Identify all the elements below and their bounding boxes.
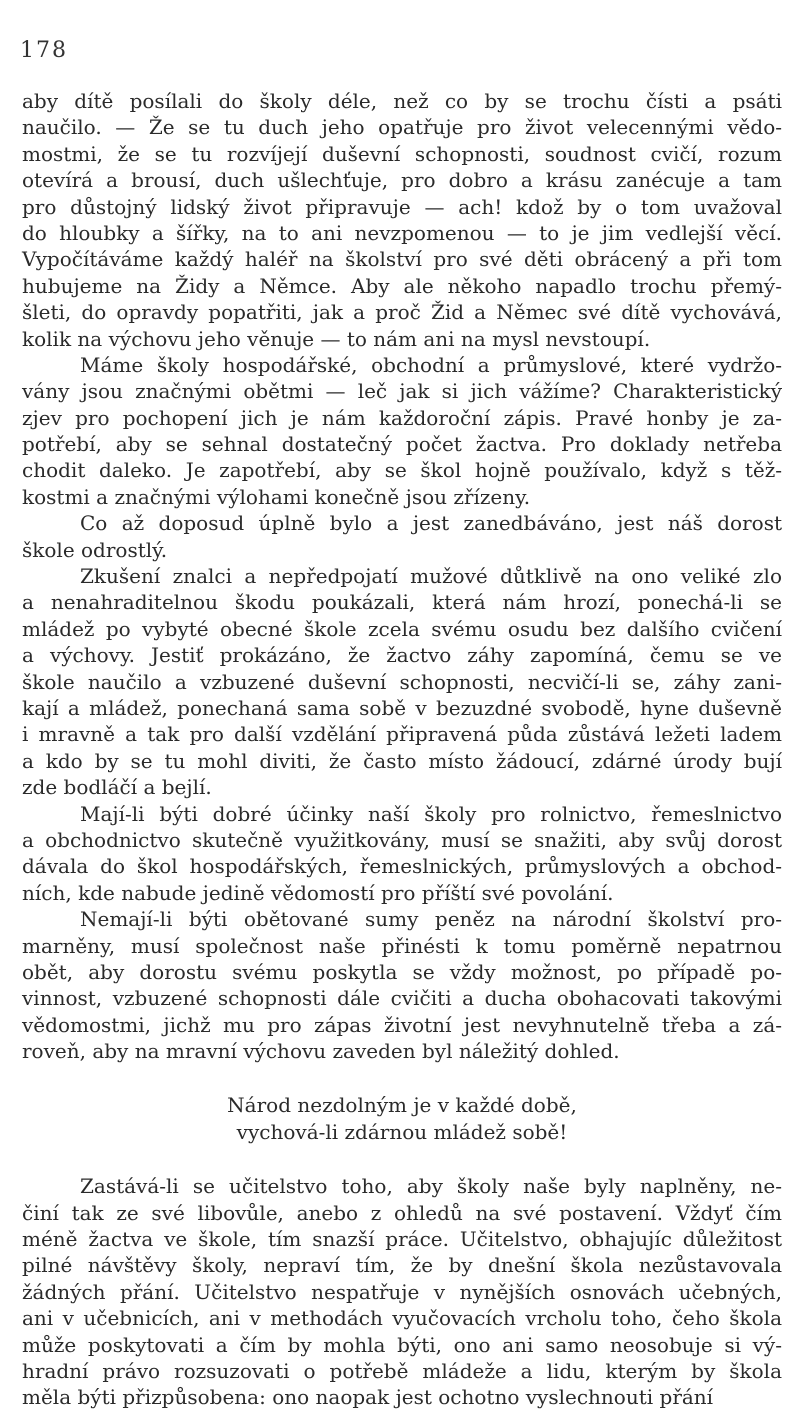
text-line: vány jsou značnými obětmi — leč jak si jich vážíme? Charakteristický (22, 379, 782, 404)
text-line: škole naučilo a vzbuzené duševní schopnosti, necvičí-li se, záhy zani- (22, 669, 782, 694)
text-line: Co až doposud úplně bylo a jest zanedbáváno, jest náš dorost (80, 511, 782, 536)
text-line: škole odrostlý. (22, 537, 168, 562)
text-line: pilné návštěvy školy, nepraví tím, že by dnešní škola nezůstavovala (22, 1253, 782, 1278)
verse-line: Národ nezdolným je v každé době, (227, 1093, 577, 1118)
text-line: vědomostmi, jichž mu pro zápas životní jest nevyhnutelně třeba a zá- (22, 1012, 782, 1037)
text-line: kají a mládež, ponechaná sama sobě v bezuzdné svobodě, hyne duševně (22, 695, 782, 720)
body-paragraphs (22, 88, 782, 1064)
text-line: marněny, musí společnost naše přinésti k tomu poměrně nepatrnou (22, 933, 782, 958)
text-line: hubujeme na Židy a Němce. Aby ale někoho napadlo trochu přemý- (22, 273, 782, 298)
paragraph (22, 801, 782, 907)
section-gap (22, 1064, 782, 1092)
text-line: aby dítě posílali do školy déle, než co by se trochu čísti a psáti (22, 89, 782, 113)
text-line: hradní právo rozsuzovati o potřebě mládeže a lidu, kterým by škola (22, 1358, 782, 1383)
text-line: pro důstojný lidský život připravuje — ach! kdož by o tom uvažoval (22, 194, 782, 219)
text-line: zjev pro pochopení jich je nám každoroční zápis. Pravé honby je za- (22, 405, 782, 430)
paragraph (22, 906, 782, 1064)
text-line: zde bodláčí a bejlí. (22, 775, 212, 800)
page-text (22, 88, 782, 1411)
text-line: vinnost, vzbuzené schopnosti dále cvičiti a ducha obohacovati takovými (22, 986, 782, 1011)
text-line: měla býti přizpůsobena: ono naopak jest ochotno vyslechnouti přání (22, 1385, 714, 1410)
paragraph (22, 352, 782, 510)
text-line: kolik na výchovu jeho věnuje — to nám ani na mysl nevstoupí. (22, 326, 651, 351)
paragraph (22, 510, 782, 563)
text-line: Vypočítáváme každý haléř na školství pro své děti obrácený a při tom (22, 247, 782, 272)
text-line: Mají-li býti dobré účinky naší školy pro rolnictvo, řemeslnictvo (80, 801, 782, 826)
text-line: i mravně a tak pro další vzdělání připravená půda zůstává ležeti ladem (22, 722, 782, 747)
text-line: méně žactva ve škole, tím snazší práce. Učitelstvo, obhajujíc důležitost (22, 1227, 782, 1252)
text-line: naučilo. — Že se tu duch jeho opatřuje pro život velecennými vědo- (22, 115, 782, 140)
text-line: mostmi, že se tu rozvíjejí duševní schopnosti, soudnost cvičí, rozum (22, 141, 782, 166)
text-line: ních, kde nabude jedině vědomostí pro příští své povolání. (22, 880, 614, 905)
paragraph (22, 563, 782, 801)
text-line: dávala do škol hospodářských, řemeslnických, průmyslových a obchod- (22, 854, 782, 879)
text-line: Zkušení znalci a nepředpojatí mužové důtklivě na ono veliké zlo (80, 564, 782, 589)
closing-paragraph (22, 1173, 782, 1411)
text-line: Nemají-li býti obětované sumy peněz na národní školství pro- (80, 907, 782, 932)
text-line: mládež po vybyté obecné škole zcela svému osudu bez dalšího cvičení (22, 616, 782, 641)
text-line: obět, aby dorostu svému poskytla se vždy možnost, po případě po- (22, 959, 782, 984)
text-line: může poskytovati a čím by mohla býti, ono ani samo neosobuje si vý- (22, 1332, 782, 1357)
text-line: otevírá a brousí, duch ušlechťuje, pro dobro a krásu zanécuje a tam (22, 168, 782, 193)
paragraph (22, 88, 782, 352)
text-line: a výchovy. Jestiť prokázáno, že žactvo záhy zapomíná, čemu se ve (22, 643, 782, 668)
page-number: 178 (20, 38, 68, 63)
verse-block (22, 1092, 782, 1145)
text-line: ani v učebnicích, ani v methodách vyučovacích vrcholu toho, čeho škola (22, 1306, 782, 1331)
text-line: žádných přání. Učitelstvo nespatřuje v nynějších osnovách učebných, (22, 1279, 782, 1304)
text-line: kostmi a značnými výlohami konečně jsou zřízeny. (22, 484, 531, 509)
text-line: potřebí, aby se sehnal dostatečný počet žactva. Pro doklady netřeba (22, 432, 782, 457)
text-line: činí tak ze své libovůle, anebo z ohledů na své postavení. Vždyť čím (22, 1200, 782, 1225)
text-line: Máme školy hospodářské, obchodní a průmyslové, které vydržo- (80, 352, 782, 377)
text-line: a kdo by se tu mohl diviti, že často místo žádoucí, zdárné úrody bují (22, 748, 782, 773)
verse-line: vychová-li zdárnou mládež sobě! (236, 1119, 568, 1144)
text-line: šleti, do opravdy popatřiti, jak a proč Žid a Němec své dítě vychovává, (22, 300, 782, 325)
text-line: roveň, aby na mravní výchovu zaveden byl náležitý dohled. (22, 1039, 620, 1064)
section-gap (22, 1145, 782, 1173)
text-line: Zastává-li se učitelstvo toho, aby školy naše byly naplněny, ne- (80, 1174, 782, 1199)
paragraph (22, 1173, 782, 1411)
text-line: a nenahraditelnou škodu poukázali, která nám hrozí, ponechá-li se (22, 590, 782, 615)
text-line: a obchodnictvo skutečně využitkovány, musí se snažiti, aby svůj dorost (22, 827, 782, 852)
text-line: do hloubky a šířky, na to ani nevzpomenou — to je jim vedlejší věcí. (22, 220, 782, 245)
text-line: chodit daleko. Je zapotřebí, aby se škol hojně používalo, když s těž- (22, 458, 782, 483)
